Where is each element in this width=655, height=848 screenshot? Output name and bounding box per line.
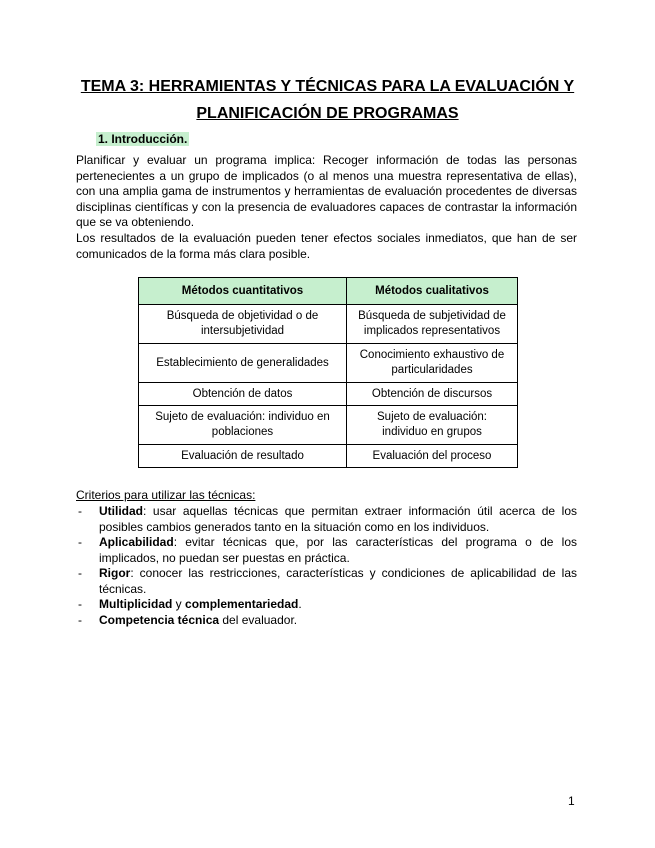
criterion-term: Rigor: [99, 566, 131, 580]
criteria-title: Criterios para utilizar las técnicas:: [76, 488, 256, 502]
list-item: [76, 613, 577, 629]
page-title-line1: TEMA 3: HERRAMIENTAS Y TÉCNICAS PARA LA EVALUACIÓN Y: [80, 78, 575, 95]
table-row: [139, 406, 518, 445]
cell-quantitative: Sujeto de evaluación: individuo en poblaciones: [139, 406, 347, 445]
criterion-term: Multiplicidad: [99, 597, 173, 611]
list-dash: -: [78, 612, 82, 627]
cell-qualitative: Conocimiento exhaustivo de particularidades: [347, 344, 518, 383]
list-dash: -: [78, 566, 82, 580]
page-title-line2: PLANIFICACIÓN DE PROGRAMAS: [196, 105, 459, 122]
list-item: [76, 535, 577, 566]
criterion-text: y: [172, 597, 186, 611]
criterion-tail: .: [298, 597, 302, 611]
cell-quantitative: Obtención de datos: [139, 383, 347, 406]
cell-qualitative: Evaluación del proceso: [347, 445, 518, 468]
table-row: [139, 305, 518, 344]
criterion-term: Utilidad: [99, 504, 143, 518]
methods-table: [138, 277, 518, 468]
cell-qualitative: Obtención de discursos: [347, 383, 518, 406]
criterion-term: Aplicabilidad: [99, 535, 174, 549]
criterion-text: : usar aquellas técnicas que permitan extraer información útil acerca de los posibles cambios generados tanto en la situación como en los individuos.: [99, 504, 577, 534]
criterion-term-2: complementariedad: [185, 597, 299, 611]
cell-quantitative: Establecimiento de generalidades: [139, 344, 347, 383]
criterion-text: del evaluador.: [219, 612, 298, 627]
list-dash: -: [78, 597, 82, 611]
cell-qualitative: Búsqueda de subjetividad de implicados representativos: [347, 305, 518, 344]
list-dash: -: [78, 535, 82, 549]
table-row: [139, 445, 518, 468]
page-number: 1: [568, 794, 575, 808]
list-item: [76, 504, 577, 535]
list-dash: -: [78, 504, 82, 518]
criteria-list: [76, 504, 577, 628]
cell-quantitative: Evaluación de resultado: [139, 445, 347, 468]
section-heading: [96, 132, 189, 146]
intro-paragraph-1: Planificar y evaluar un programa implica: Recoger información de todas las personas pertenecientes a un grupo de implicados (o al menos una muestra representativa de ellas), con una amplia gama de instrumentos y herramientas de evaluación procedentes de diversas disciplinas científicas y con la presencia de evaluadores capaces de contrastar la información que se va obteniendo.: [76, 153, 577, 229]
cell-qualitative: Sujeto de evaluación: individuo en grupos: [347, 406, 518, 445]
header-quantitative: Métodos cuantitativos: [139, 278, 347, 305]
table-header-row: [139, 278, 518, 305]
list-item: [76, 597, 577, 613]
cell-quantitative: Búsqueda de objetividad o de intersubjetividad: [139, 305, 347, 344]
criterion-text: : evitar técnicas que, por las características del programa o de los implicados, no puedan ser puestas en práctica.: [99, 535, 577, 565]
table-row: [139, 383, 518, 406]
criterion-text: : conocer las restricciones, características y condiciones de aplicabilidad de las técnicas.: [99, 566, 577, 596]
list-item: [76, 566, 577, 597]
criterion-term: Competencia técnica: [99, 612, 220, 627]
header-qualitative: Métodos cualitativos: [347, 278, 518, 305]
section-heading-label: 1. Introducción.: [98, 132, 188, 146]
table-row: [139, 344, 518, 383]
intro-paragraph-2: Los resultados de la evaluación pueden tener efectos sociales inmediatos, que han de ser comunicados de la forma más clara posible.: [76, 231, 577, 261]
